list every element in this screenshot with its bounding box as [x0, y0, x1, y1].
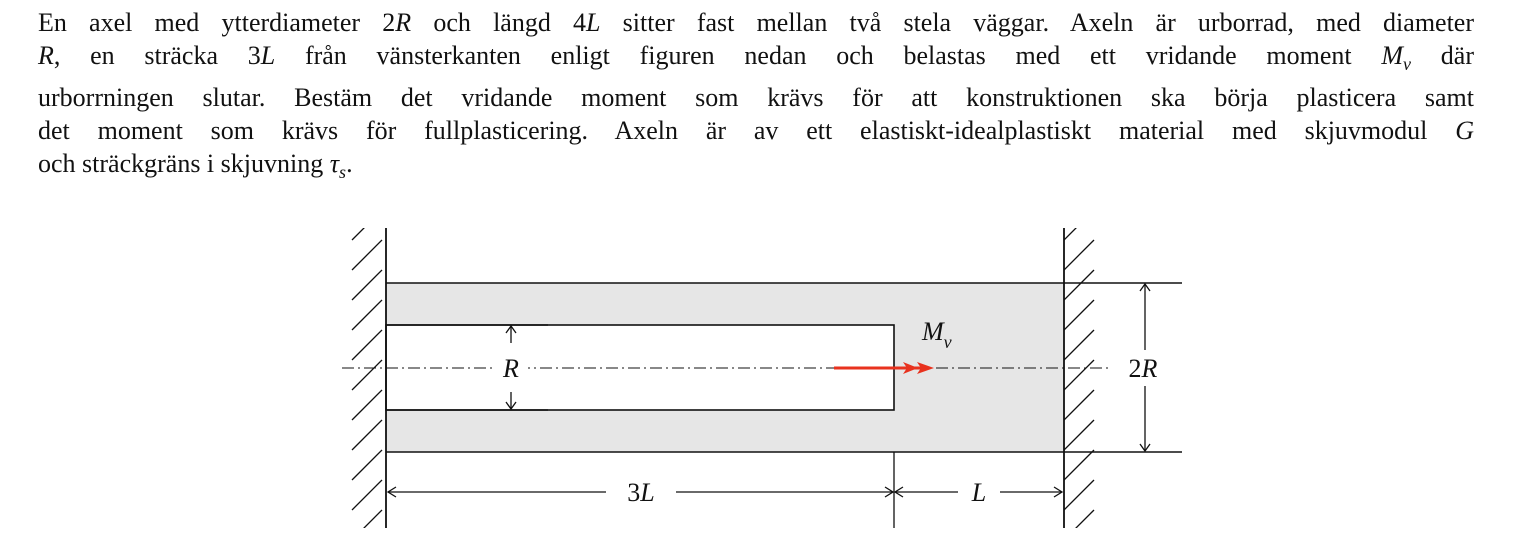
fixed-wall-hatch-icon	[1064, 210, 1094, 548]
hatch-stroke	[1064, 210, 1094, 240]
hatch-stroke	[352, 420, 382, 450]
hatch-stroke	[1064, 270, 1094, 300]
math-number: 4	[573, 8, 587, 37]
hatch-stroke	[352, 390, 382, 420]
math-symbol: L	[586, 8, 601, 37]
text-run: , en sträcka	[53, 41, 248, 70]
hatch-stroke	[352, 270, 382, 300]
right-wall	[1064, 210, 1094, 548]
length-left-label: 3L	[627, 478, 655, 507]
hatch-stroke	[1064, 420, 1094, 450]
hatch-stroke	[352, 540, 382, 548]
bore-diameter-label: R	[503, 354, 519, 383]
text-run: En axel med ytterdiameter	[38, 8, 383, 37]
hatch-stroke	[352, 450, 382, 480]
hatch-stroke	[1064, 330, 1094, 360]
hatch-stroke	[352, 300, 382, 330]
hatch-stroke	[1064, 480, 1094, 510]
text-run: från vänsterkanten enligt figuren nedan och belastas med ett vridande moment	[275, 41, 1382, 70]
left-wall	[352, 210, 386, 548]
hatch-stroke	[352, 240, 382, 270]
hatch-stroke	[1064, 240, 1094, 270]
text-run: det moment som krävs för fullplasticering. Axeln är av ett elastiskt-idealplastiskt material med skjuvmodul	[38, 116, 1456, 146]
hatch-stroke	[1064, 300, 1094, 330]
math-number: 2	[382, 8, 396, 37]
math-subscript: v	[1403, 54, 1412, 75]
hatch-stroke	[352, 210, 382, 240]
hatch-stroke	[352, 510, 382, 540]
math-symbol: L	[260, 41, 276, 70]
moment-label: $M_v$	[922, 317, 952, 352]
outer-diameter-label: 2R	[1128, 354, 1158, 383]
math-symbol: M	[1381, 41, 1404, 70]
text-run: där	[1411, 41, 1474, 70]
text-run: urborrningen slutar. Bestäm det vridande moment som krävs för att konstruktionen ska börja plasticera samt	[38, 83, 1474, 113]
hatch-stroke	[1064, 450, 1094, 480]
math-symbol: R	[38, 41, 54, 70]
length-right-label: L	[971, 478, 987, 507]
math-symbol: G	[1455, 116, 1474, 146]
hatch-stroke	[1064, 360, 1094, 390]
text-run: .	[346, 149, 353, 179]
math-number: 3	[247, 41, 261, 70]
math-subscript: s	[339, 162, 347, 183]
hatch-stroke	[1064, 510, 1094, 540]
hatch-stroke	[352, 480, 382, 510]
hatch-stroke	[1064, 390, 1094, 420]
hatch-stroke	[1064, 540, 1094, 548]
text-run: och sträckgräns i skjuvning	[38, 149, 330, 179]
hatch-stroke	[352, 360, 382, 390]
text-run: sitter fast mellan två stela väggar. Axeln är urborrad, med diameter	[600, 8, 1475, 37]
text-run: och längd	[411, 8, 574, 37]
math-symbol: τ	[329, 149, 340, 179]
hatch-stroke	[352, 330, 382, 360]
fixed-wall-hatch-icon	[352, 210, 382, 548]
math-symbol: R	[395, 8, 412, 37]
